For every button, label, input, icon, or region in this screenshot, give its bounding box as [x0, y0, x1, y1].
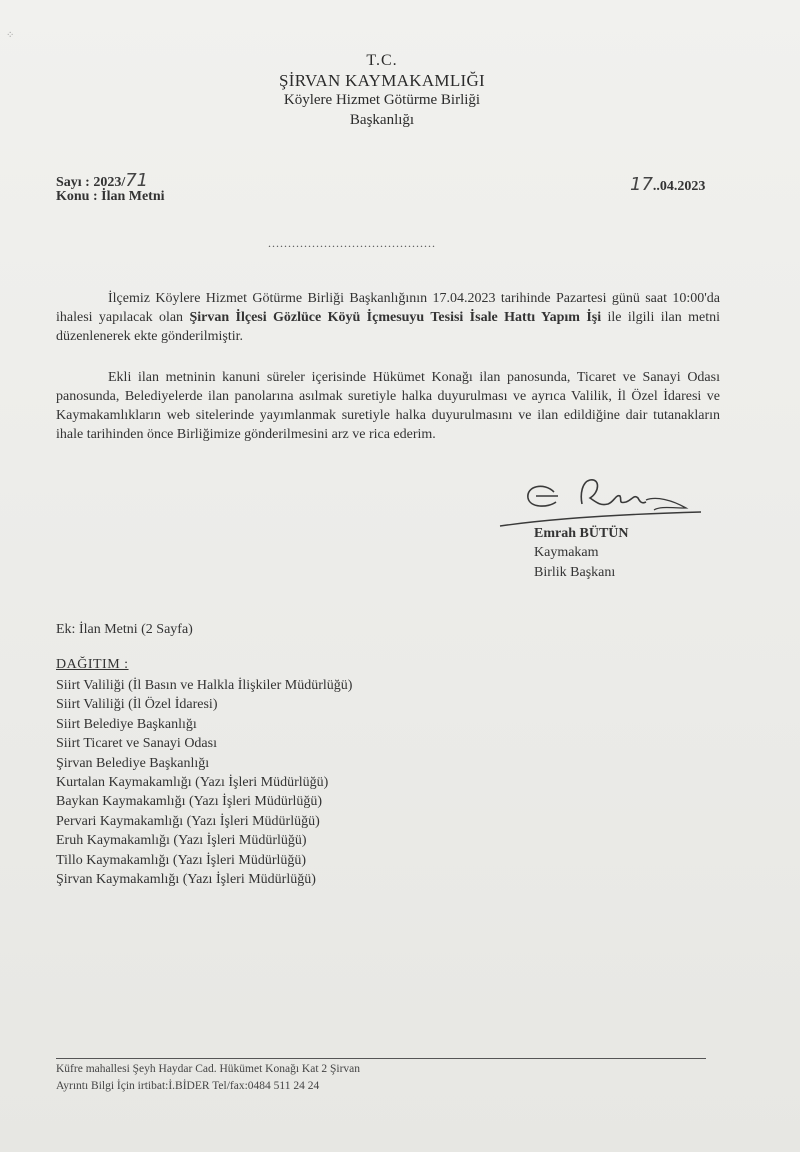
date-rest: ..04.2023: [652, 179, 706, 194]
distribution-item: Siirt Valiliği (İl Özel İdaresi): [56, 697, 218, 713]
sayi-handwritten: 71: [125, 170, 149, 191]
distribution-item: Şirvan Kaymakamlığı (Yazı İşleri Müdürlüğü): [56, 872, 316, 888]
signatory-title-2: Birlik Başkanı: [534, 565, 616, 580]
p2-text: Ekli ilan metninin kanuni süreler içerisinde Hükümet Konağı ilan panosunda, Ticaret ve Sanayi Odası panosunda, Belediyelerde ilan panolarına asılmak suretiyle halka duyurulması ve ayrıca Valilik, İl Özel İdaresi ve Kaymakamlıkların web sitelerinde yayımlanmak suretiyle halka duyurulmasını ve ilan edildiğine dair tutanakların ihale tarihinden önce Birliğimize gönderilmesini arz ve rica ederim.: [56, 370, 720, 442]
header-presidency: Başkanlığı: [349, 112, 415, 128]
sayi-label: Sayı : 2023/: [56, 175, 126, 190]
p1-project-name: Şirvan İlçesi Gözlüce Köyü İçmesuyu Tesisi İsale Hattı Yapım İşi: [189, 310, 602, 325]
distribution-item: Siirt Ticaret ve Sanayi Odası: [56, 736, 217, 752]
header-institution: ŞİRVAN KAYMAKAMLIĞI: [279, 71, 485, 90]
footer-contact: Ayrıntı Bilgi İçin irtibat:İ.BİDER Tel/fax:0484 511 24 24: [56, 1080, 320, 1092]
signature-icon: [496, 474, 706, 534]
document-number: [56, 170, 148, 191]
date-handwritten-day: 17: [630, 174, 653, 195]
distribution-item: Şirvan Belediye Başkanlığı: [56, 755, 210, 771]
distribution-item: Tillo Kaymakamlığı (Yazı İşleri Müdürlüğü): [56, 852, 307, 868]
header-tc: T.C.: [366, 52, 398, 69]
distribution-item: Eruh Kaymakamlığı (Yazı İşleri Müdürlüğü): [56, 833, 307, 849]
attachment-note: Ek: İlan Metni (2 Sayfa): [56, 622, 193, 637]
body-paragraph-2: [56, 368, 720, 444]
footer-divider: [56, 1058, 706, 1059]
distribution-item: Siirt Valiliği (İl Basın ve Halkla İlişkiler Müdürlüğü): [56, 678, 353, 693]
p1-text-a: İlçemiz Köylere Hizmet Götürme Birliği Başkanlığının 17.04.2023 tarihinde Pazartesi günü saat 10:00'da ihalesi yapılacak olan: [56, 291, 720, 325]
header-union: Köylere Hizmet Götürme Birliği: [283, 92, 481, 108]
separator-dots: ..........................................: [268, 236, 436, 250]
distribution-item: Pervari Kaymakamlığı (Yazı İşleri Müdürlüğü): [56, 813, 320, 829]
corner-mark: ⁘: [6, 30, 15, 41]
distribution-item: Baykan Kaymakamlığı (Yazı İşleri Müdürlüğü): [56, 794, 323, 810]
distribution-list: [56, 676, 352, 889]
signatory-title: Kaymakam: [534, 545, 599, 560]
distribution-item: Siirt Belediye Başkanlığı: [56, 716, 197, 732]
signatory-name: Emrah BÜTÜN: [534, 526, 629, 541]
p1-text-b: ile ilgili ilan metni düzenlenerek ekte gönderilmiştir.: [56, 310, 720, 344]
footer-address: Küfre mahallesi Şeyh Haydar Cad. Hükümet Konağı Kat 2 Şirvan: [56, 1063, 361, 1075]
document-date: [630, 174, 705, 195]
distribution-title: DAĞITIM :: [56, 657, 129, 672]
document-subject: Konu : İlan Metni: [56, 189, 165, 204]
body-paragraph-1: [56, 289, 720, 346]
distribution-item: Kurtalan Kaymakamlığı (Yazı İşleri Müdürlüğü): [56, 775, 329, 791]
